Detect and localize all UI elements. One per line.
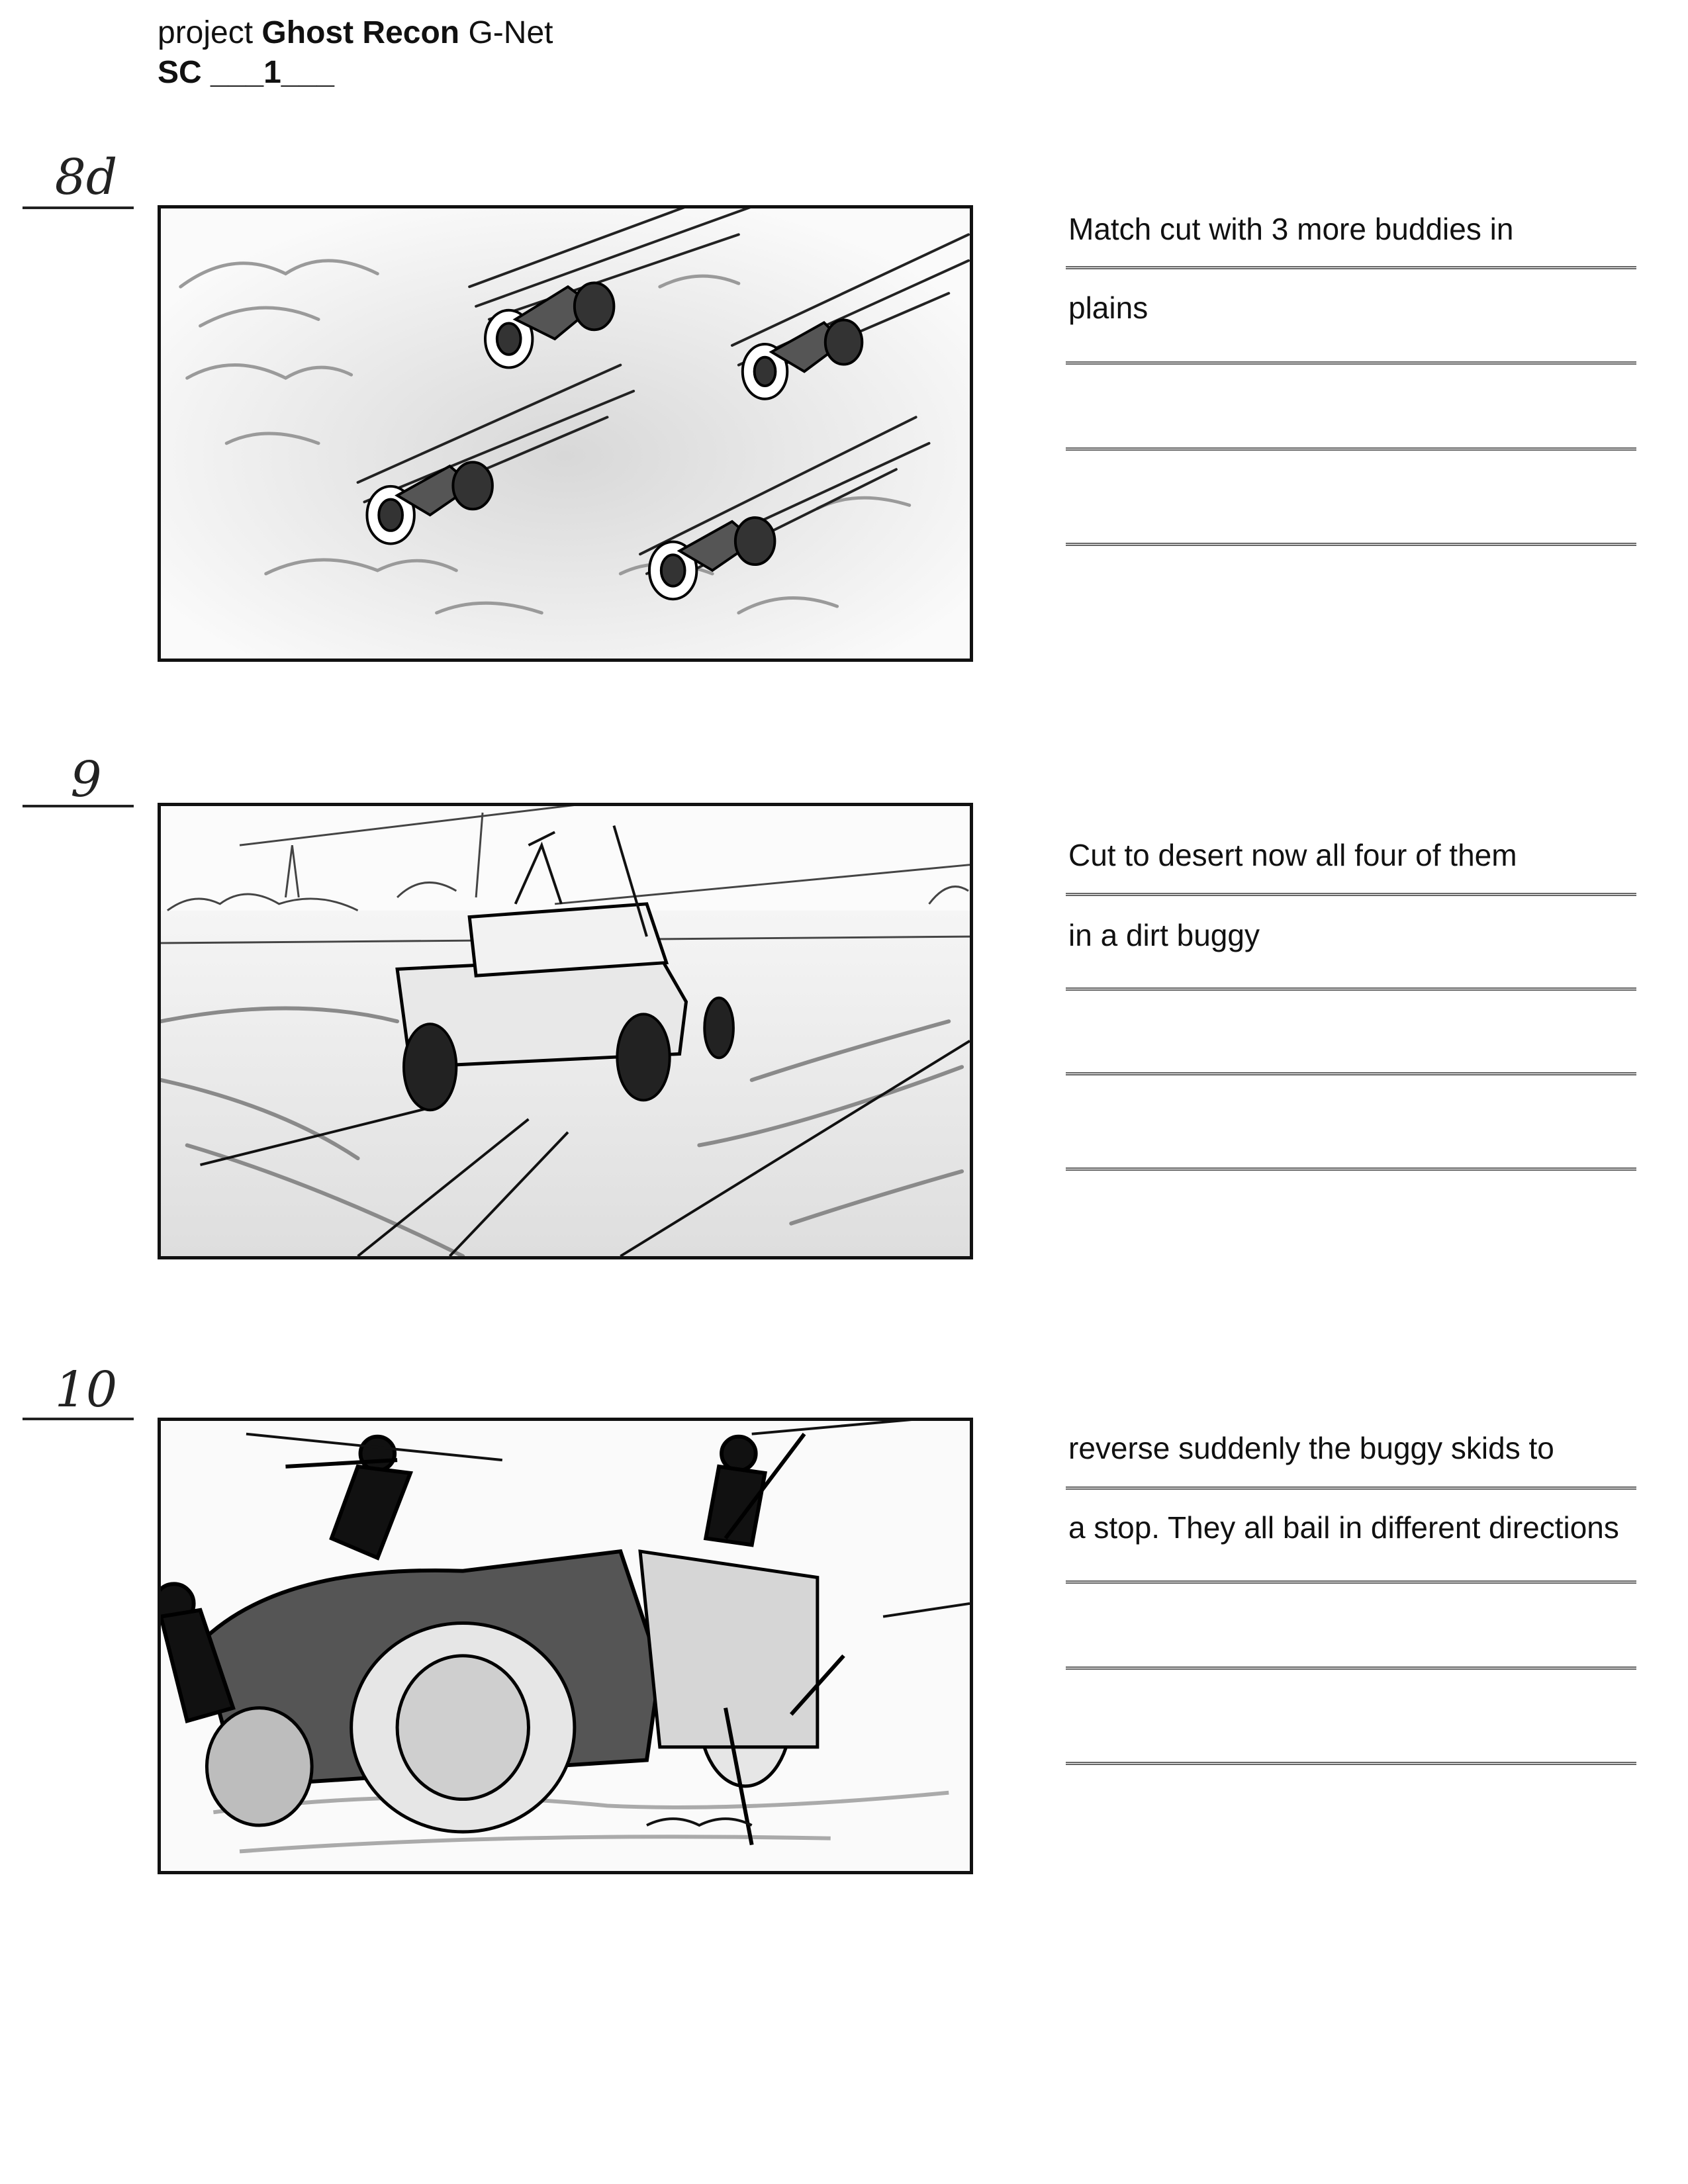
note-rule bbox=[1066, 543, 1636, 546]
note-line-text: Match cut with 3 more buddies in bbox=[1068, 212, 1514, 246]
note-rule bbox=[1066, 447, 1636, 451]
note-rule bbox=[1066, 1666, 1636, 1670]
note-line-text: reverse suddenly the buggy skids to bbox=[1068, 1431, 1554, 1465]
sketch-buggy-skid-stop bbox=[161, 1421, 970, 1871]
note-line-text: Cut to desert now all four of them bbox=[1068, 838, 1517, 872]
panel-number: 8d bbox=[54, 149, 118, 206]
note-rule bbox=[1066, 1167, 1636, 1171]
panel-number: 10 bbox=[54, 1361, 118, 1418]
panel-frame bbox=[158, 1418, 973, 1874]
sketch-motorcycles-plains bbox=[161, 208, 970, 659]
note-line-text: a stop. They all bail in different directions bbox=[1068, 1510, 1619, 1545]
panel-frame bbox=[158, 803, 973, 1259]
note-rule bbox=[1066, 1580, 1636, 1584]
note-line-text: in a dirt buggy bbox=[1068, 918, 1260, 952]
note-rule bbox=[1066, 987, 1636, 991]
project-suffix: G-Net bbox=[468, 15, 553, 50]
panel-number-underline bbox=[23, 805, 134, 807]
panel-number-underline bbox=[23, 206, 134, 209]
project-name: Ghost Recon bbox=[261, 15, 460, 50]
note-rule bbox=[1066, 1072, 1636, 1075]
scene-number: SC ___1___ bbox=[158, 55, 334, 90]
note-rule bbox=[1066, 1486, 1636, 1490]
note-rule bbox=[1066, 1762, 1636, 1765]
note-rule bbox=[1066, 361, 1636, 365]
sketch-dirt-buggy-desert bbox=[161, 806, 970, 1256]
project-label: project bbox=[158, 15, 254, 50]
panel-frame bbox=[158, 205, 973, 662]
note-rule bbox=[1066, 266, 1636, 269]
panel-number: 9 bbox=[70, 751, 102, 808]
panel-number-underline bbox=[23, 1418, 134, 1420]
note-line-text: plains bbox=[1068, 291, 1149, 325]
note-rule bbox=[1066, 893, 1636, 896]
project-title bbox=[158, 15, 553, 52]
